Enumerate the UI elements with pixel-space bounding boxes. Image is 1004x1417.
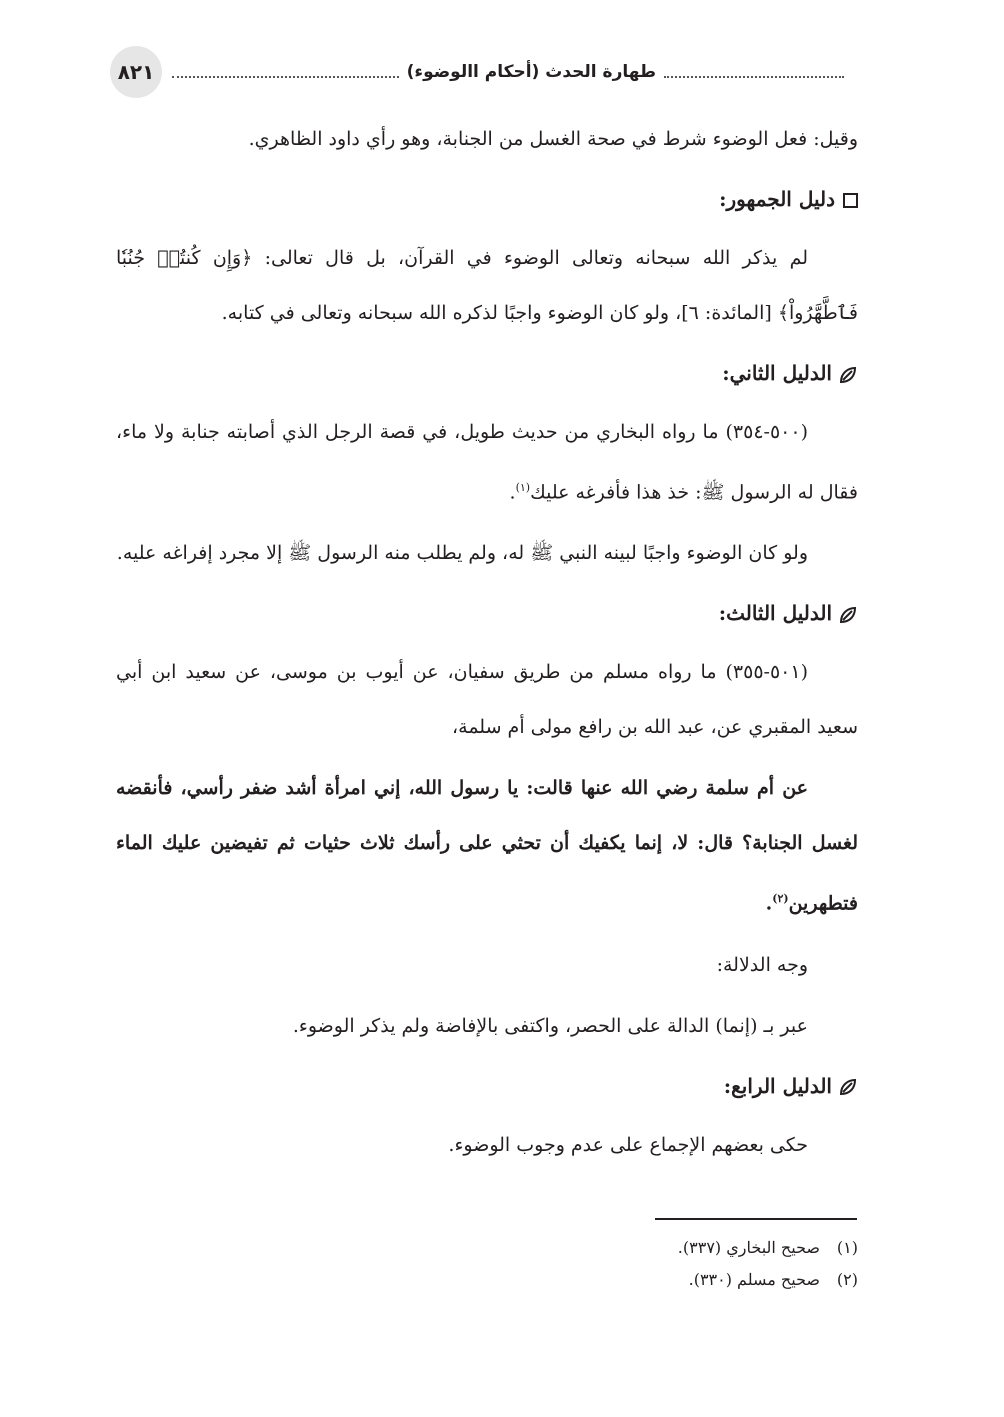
header-title: طهارة الحدث (أحكام االوضوء) bbox=[406, 62, 656, 82]
paragraph-6-hadith bbox=[116, 761, 858, 931]
footnote-text: صحيح البخاري (٣٣٧). bbox=[677, 1238, 820, 1257]
heading-text: الدليل الرابع: bbox=[723, 1073, 832, 1098]
footnote-ref-1[interactable]: (١) bbox=[515, 481, 531, 494]
hadith-text: عن أم سلمة رضي الله عنها قالت: يا رسول الله، إني امرأة أشد ضفر رأسي، فأنقضه لغسل الجنابة؟ قال: لا، إنما يكفيك أن تحثي على رأسك ثلاث حثيات ثم تفيضين عليك الماء فتطهرين bbox=[116, 777, 858, 915]
body-text bbox=[116, 112, 858, 1179]
header-dots-right bbox=[664, 76, 844, 78]
paragraph-9: حكى بعضهم الإجماع على عدم وجوب الوضوء. bbox=[448, 1133, 808, 1156]
footnote-number: (١) bbox=[836, 1238, 858, 1257]
footnote-ref-2[interactable]: (٢) bbox=[772, 892, 789, 906]
sentence-end: . bbox=[765, 892, 773, 915]
heading-third-evidence bbox=[166, 587, 858, 639]
paragraph-7: وجه الدلالة: bbox=[716, 953, 808, 976]
footnote-divider bbox=[655, 1218, 857, 1220]
footnote-item bbox=[500, 1264, 858, 1296]
paragraph-5: (٥٠١-٣٥٥) ما رواه مسلم من طريق سفيان، عن أيوب بن موسى، عن سعيد ابن أبي سعيد المقبري عن، عبد الله بن رافع مولى أم سلمة، bbox=[116, 661, 858, 739]
header-dots-left bbox=[172, 76, 399, 78]
paragraph-3 bbox=[116, 405, 858, 520]
square-bullet-icon bbox=[843, 193, 858, 208]
paragraph-4: ولو كان الوضوء واجبًا لبينه النبي ﷺ له، ولم يطلب منه الرسول ﷺ إلا مجرد إفراغه عليه. bbox=[116, 542, 808, 565]
heading-text: الدليل الثالث: bbox=[718, 601, 832, 626]
paragraph-8: عبر بـ (إنما) الدالة على الحصر، واكتفى بالإفاضة ولم يذكر الوضوء. bbox=[292, 1014, 808, 1037]
hadith-text: (٥٠٠-٣٥٤) ما رواه البخاري من حديث طويل، في قصة الرجل الذي أصابته جنابة ولا ماء، فقال له الرسول ﷺ: خذ هذا فأفرغه عليك bbox=[116, 421, 858, 504]
heading-fourth-evidence bbox=[166, 1060, 858, 1112]
footnote-text: صحيح مسلم (٣٣٠). bbox=[688, 1270, 820, 1289]
paragraph-2: لم يذكر الله سبحانه وتعالى الوضوء في القرآن، بل قال تعالى: ﴿وَإِن كُنتُمۡ جُنُبٗا فَٱطَّهَّرُواْ﴾ [المائدة: ٦]، ولو كان الوضوء واجبًا لذكره الله سبحانه وتعالى في كتابه. bbox=[116, 247, 858, 324]
heading-text: دليل الجمهور: bbox=[719, 187, 835, 211]
page-number: ٨٢١ bbox=[110, 46, 162, 98]
heading-second-evidence bbox=[166, 347, 858, 399]
sentence-end: . bbox=[509, 481, 516, 504]
heading-text: الدليل الثاني: bbox=[722, 361, 832, 385]
paragraph-1: وقيل: فعل الوضوء شرط في صحة الغسل من الجنابة، وهو رأي داود الظاهري. bbox=[248, 128, 858, 150]
heading-majority-evidence bbox=[166, 173, 858, 225]
footnote-item bbox=[500, 1232, 858, 1264]
running-header bbox=[172, 58, 844, 86]
footnotes bbox=[500, 1232, 858, 1296]
footnote-number: (٢) bbox=[836, 1270, 858, 1289]
leaf-bullet-icon bbox=[838, 365, 858, 385]
leaf-bullet-icon bbox=[838, 605, 858, 625]
leaf-bullet-icon bbox=[838, 1077, 858, 1097]
